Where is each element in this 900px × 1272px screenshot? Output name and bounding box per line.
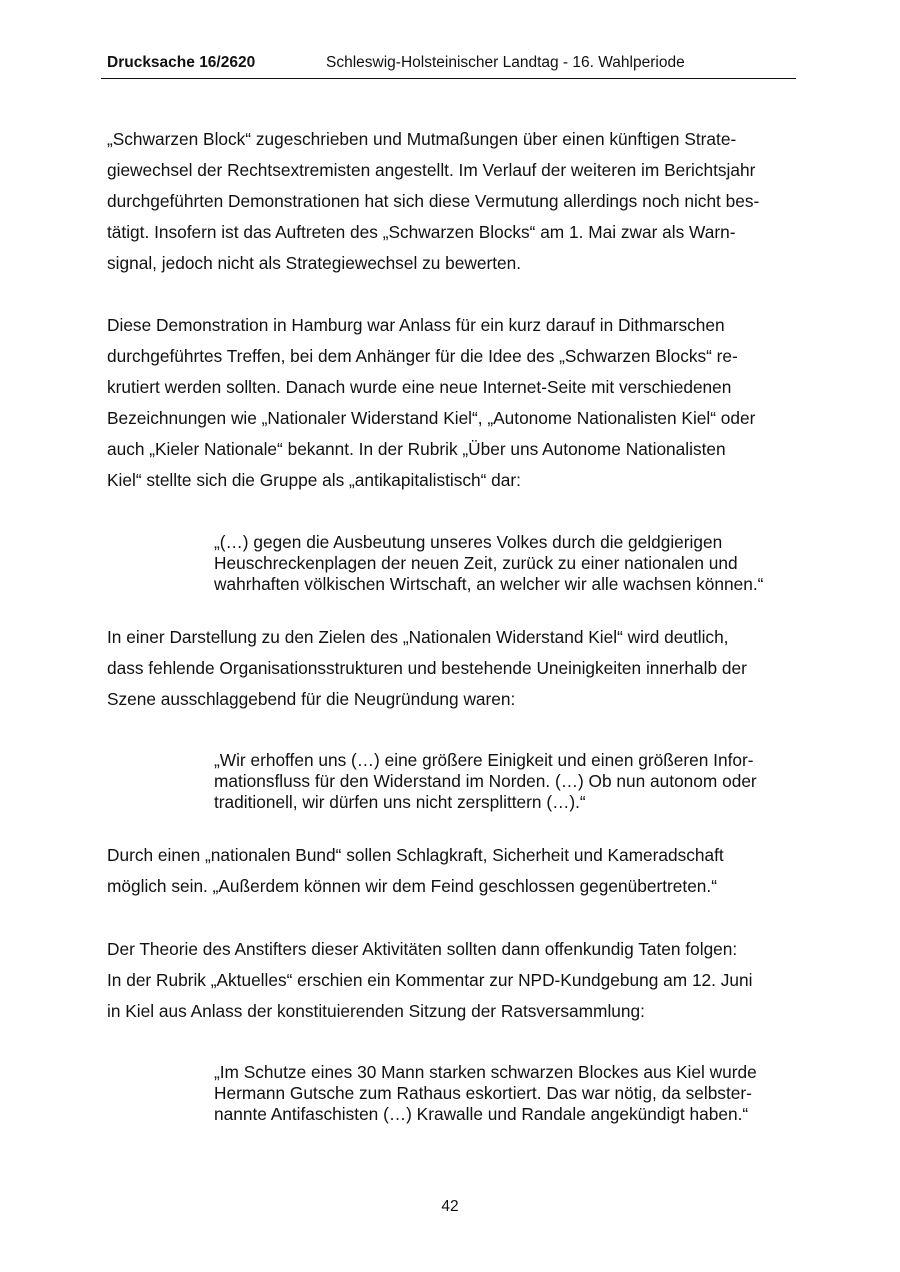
text-line: möglich sein. „Außerdem können wir dem Feind geschlossen gegenübertreten.“ bbox=[107, 876, 717, 896]
document-number: Drucksache 16/2620 bbox=[107, 54, 256, 71]
text-line: Durch einen „nationalen Bund“ sollen Schlagkraft, Sicherheit und Kameradschaft bbox=[107, 845, 724, 865]
quote-3 bbox=[214, 1062, 804, 1125]
text-line: Kiel“ stellte sich die Gruppe als „antikapitalistisch“ dar: bbox=[107, 470, 521, 490]
text-line: tätigt. Insofern ist das Auftreten des „Schwarzen Blocks“ am 1. Mai zwar als Warn- bbox=[107, 222, 736, 242]
parliament-title: Schleswig-Holsteinischer Landtag - 16. Wahlperiode bbox=[326, 54, 685, 71]
text-line: Diese Demonstration in Hamburg war Anlass für ein kurz darauf in Dithmarschen bbox=[107, 315, 725, 335]
text-line: Bezeichnungen wie „Nationaler Widerstand Kiel“, „Autonome Nationalisten Kiel“ oder bbox=[107, 408, 756, 428]
text-line: In einer Darstellung zu den Zielen des „Nationalen Widerstand Kiel“ wird deutlich, bbox=[107, 627, 729, 647]
paragraph-3 bbox=[107, 622, 797, 715]
text-line: giewechsel der Rechtsextremisten angestellt. Im Verlauf der weiteren im Berichtsjahr bbox=[107, 160, 756, 180]
text-line: durchgeführten Demonstrationen hat sich diese Vermutung allerdings noch nicht bes- bbox=[107, 191, 760, 211]
quote-line: Heuschreckenplagen der neuen Zeit, zurück zu einer nationalen und bbox=[214, 553, 738, 573]
quote-2 bbox=[214, 750, 804, 813]
paragraph-1 bbox=[107, 124, 797, 279]
text-line: krutiert werden sollten. Danach wurde eine neue Internet-Seite mit verschiedenen bbox=[107, 377, 732, 397]
quote-line: „Wir erhoffen uns (…) eine größere Einigkeit und einen größeren Infor- bbox=[214, 750, 754, 770]
quote-line: „(…) gegen die Ausbeutung unseres Volkes durch die geldgierigen bbox=[214, 532, 723, 552]
text-line: In der Rubrik „Aktuelles“ erschien ein Kommentar zur NPD-Kundgebung am 12. Juni bbox=[107, 970, 753, 990]
text-line: Szene ausschlaggebend für die Neugründung waren: bbox=[107, 689, 516, 709]
text-line: signal, jedoch nicht als Strategiewechsel zu bewerten. bbox=[107, 253, 522, 273]
text-line: durchgeführtes Treffen, bei dem Anhänger für die Idee des „Schwarzen Blocks“ re- bbox=[107, 346, 738, 366]
paragraph-5 bbox=[107, 934, 797, 1027]
text-line: auch „Kieler Nationale“ bekannt. In der Rubrik „Über uns Autonome Nationalisten bbox=[107, 439, 726, 459]
page-number: 42 bbox=[441, 1198, 459, 1215]
paragraph-4 bbox=[107, 840, 797, 902]
quote-line: traditionell, wir dürfen uns nicht zersplittern (…).“ bbox=[214, 792, 586, 812]
quote-line: mationsfluss für den Widerstand im Norden. (…) Ob nun autonom oder bbox=[214, 771, 757, 791]
text-line: in Kiel aus Anlass der konstituierenden Sitzung der Ratsversammlung: bbox=[107, 1001, 645, 1021]
quote-line: Hermann Gutsche zum Rathaus eskortiert. Das war nötig, da selbster- bbox=[214, 1083, 752, 1103]
quote-line: nannte Antifaschisten (…) Krawalle und Randale angekündigt haben.“ bbox=[214, 1104, 749, 1124]
paragraph-2 bbox=[107, 310, 797, 496]
page-header bbox=[101, 50, 796, 79]
text-line: „Schwarzen Block“ zugeschrieben und Mutmaßungen über einen künftigen Strate- bbox=[107, 129, 737, 149]
text-line: Der Theorie des Anstifters dieser Aktivitäten sollten dann offenkundig Taten folgen: bbox=[107, 939, 738, 959]
quote-1 bbox=[214, 532, 804, 595]
text-line: dass fehlende Organisationsstrukturen und bestehende Uneinigkeiten innerhalb der bbox=[107, 658, 747, 678]
quote-line: „Im Schutze eines 30 Mann starken schwarzen Blockes aus Kiel wurde bbox=[214, 1062, 757, 1082]
quote-line: wahrhaften völkischen Wirtschaft, an welcher wir alle wachsen können.“ bbox=[214, 574, 764, 594]
